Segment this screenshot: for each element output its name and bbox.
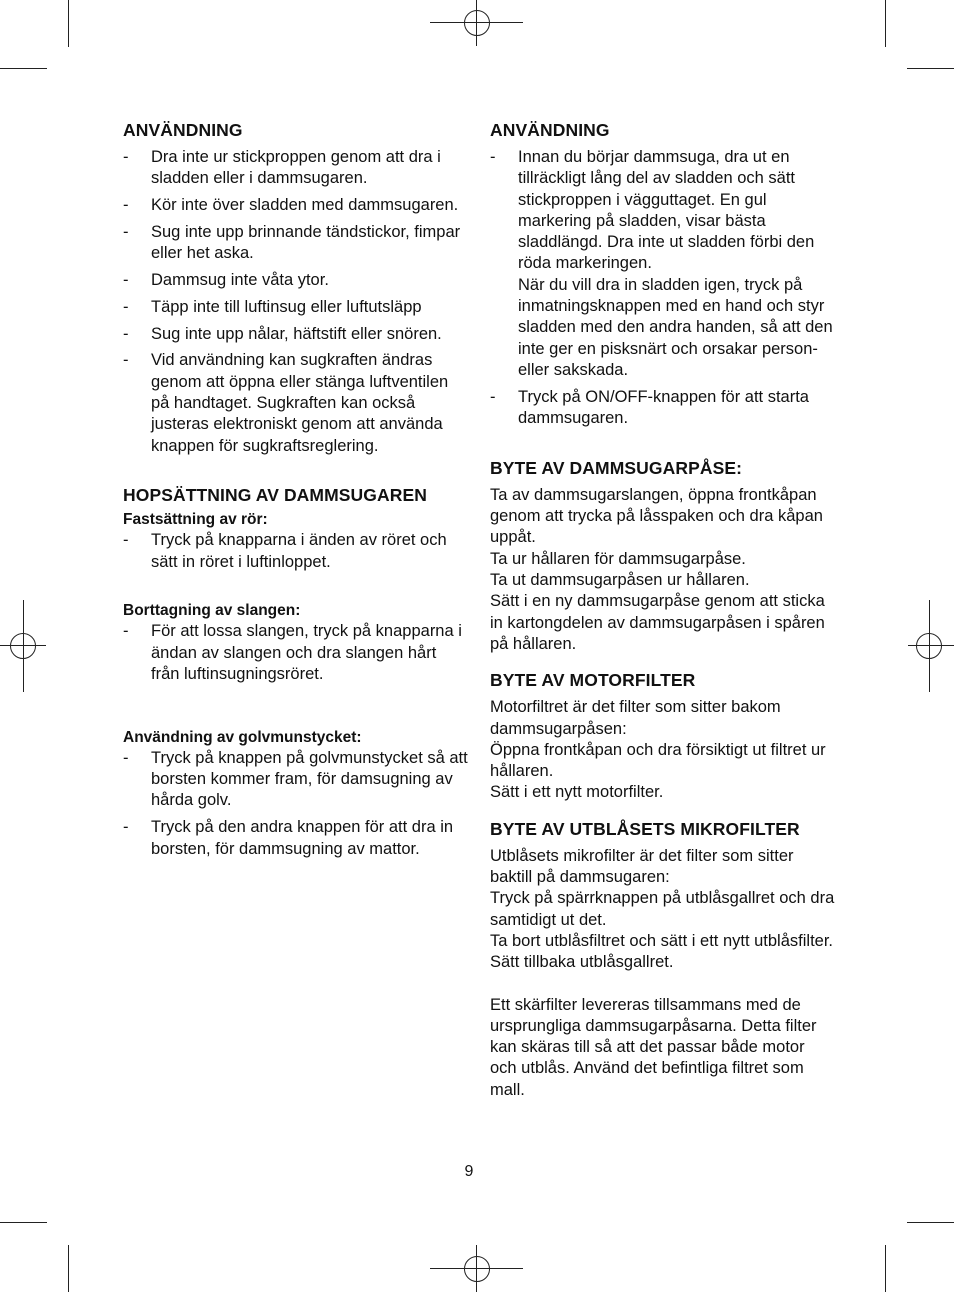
subsection-heading: Fastsättning av rör:	[123, 511, 268, 529]
list-item	[490, 147, 835, 381]
instruction-line: Ta ut dammsugarpåsen ur hållaren.	[490, 571, 750, 590]
list-item: - Kör inte över sladden med dammsugaren.	[123, 195, 468, 216]
pipe-list	[123, 530, 468, 573]
list-item: - Vid användning kan sugkraften ändras genom att öppna eller stänga luftventilen på handtaget. Sugkraften kan också justeras elektroniskt genom att använda knappen för sugkraftsreglering.	[123, 350, 468, 456]
bag-instructions	[490, 485, 835, 655]
registration-circle	[10, 633, 36, 659]
crop-mark	[68, 0, 69, 47]
instruction-line: Öppna frontkåpan och dra försiktigt ut filtret ur hållaren.	[490, 740, 826, 781]
instruction-line: Motorfiltret är det filter som sitter bakom dammsugarpåsen:	[490, 698, 781, 738]
list-item: - Tryck på knappen på golvmunstycket så att borsten kommer fram, för damsugning av hårda golv.	[123, 748, 468, 812]
list-item: - Dra inte ur stickproppen genom att dra i sladden eller i dammsugaren.	[123, 147, 468, 190]
crop-mark	[0, 68, 47, 69]
list-item: - För att lossa slangen, tryck på knapparna i ändan av slangen och dra slangen hårt från luftinsugningsröret.	[123, 621, 468, 685]
usage-list	[123, 147, 468, 457]
crop-mark	[885, 1245, 886, 1292]
instruction-line: Sätt i en ny dammsugarpåse genom att sticka in kartongdelen av dammsugarpåsen i spåren på hållaren.	[490, 592, 825, 653]
list-item: - Tryck på knapparna i änden av röret och sätt in röret i luftinloppet.	[123, 530, 468, 573]
usage-list	[490, 147, 835, 429]
registration-circle	[464, 10, 490, 36]
crop-mark	[885, 0, 886, 47]
subsection-heading: Borttagning av slangen:	[123, 602, 301, 620]
instruction-line: Ta av dammsugarslangen, öppna frontkåpan genom att trycka på låsspaken och dra kåpan uppåt.	[490, 485, 823, 547]
filter-note: Ett skärfilter levereras tillsammans med de ursprungliga dammsugarpåsarna. Detta filter kan skäras till så att det passar både motor och utblås. Använd det befintliga filtret som mall.	[490, 995, 817, 1099]
list-item-continuation: När du vill dra in sladden igen, tryck på inmatningsknappen med en hand och styr sladden med den andra handen, så att den inte ger en pisksnärt och orsakar person- eller sakskada.	[518, 275, 833, 379]
section-heading: ANVÄNDNING	[123, 120, 243, 140]
section-heading: BYTE AV UTBLÅSETS MIKROFILTER	[490, 818, 800, 839]
registration-circle	[916, 633, 942, 659]
instruction-line: Sätt tillbaka utblåsgallret.	[490, 953, 674, 972]
list-item: - Dammsug inte våta ytor.	[123, 270, 468, 291]
section-heading: ANVÄNDNING	[490, 120, 610, 140]
instruction-line: Tryck på spärrknappen på utblåsgallret och dra samtidigt ut det.	[490, 889, 835, 929]
instruction-line: Utblåsets mikrofilter är det filter som sitter baktill på dammsugaren:	[490, 846, 794, 887]
list-item: - Sug inte upp brinnande tändstickor, fimpar eller het aska.	[123, 222, 468, 265]
section-heading: BYTE AV DAMMSUGARPÅSE:	[490, 457, 743, 478]
page-number: 9	[464, 1163, 474, 1180]
motor-filter-instructions	[490, 697, 835, 803]
crop-mark	[907, 1222, 954, 1223]
instruction-line: Ta ur hållaren för dammsugarpåse.	[490, 549, 746, 568]
subsection-heading: Användning av golvmunstycket:	[123, 728, 362, 746]
crop-mark	[0, 1222, 47, 1223]
list-item-text: Innan du börjar dammsuga, dra ut en tillräckligt lång del av sladden och sätt stickproppen i vägguttaget. En gul markering på sladden, visar bästa sladdlängd. Dra inte ut sladden förbi den röda markeringen.	[518, 148, 815, 273]
right-column	[490, 119, 835, 1101]
crop-mark	[907, 68, 954, 69]
left-column	[123, 119, 468, 865]
list-item: - Tryck på ON/OFF-knappen för att starta dammsugaren.	[490, 387, 835, 430]
instruction-line: Ta bort utblåsfiltret och sätt i ett nytt utblåsfilter.	[490, 931, 833, 950]
section-heading: BYTE AV MOTORFILTER	[490, 670, 696, 691]
instruction-line: Sätt i ett nytt motorfilter.	[490, 783, 664, 802]
section-heading: HOPSÄTTNING AV DAMMSUGAREN	[123, 485, 427, 506]
floor-nozzle-list	[123, 748, 468, 860]
list-item: - Täpp inte till luftinsug eller luftutsläpp	[123, 297, 468, 318]
crop-mark	[68, 1245, 69, 1292]
list-item: - Tryck på den andra knappen för att dra in borsten, för dammsugning av mattor.	[123, 817, 468, 860]
list-item: - Sug inte upp nålar, häftstift eller snören.	[123, 324, 468, 345]
hose-list	[123, 621, 468, 685]
exhaust-filter-instructions	[490, 846, 835, 1101]
registration-circle	[464, 1256, 490, 1282]
